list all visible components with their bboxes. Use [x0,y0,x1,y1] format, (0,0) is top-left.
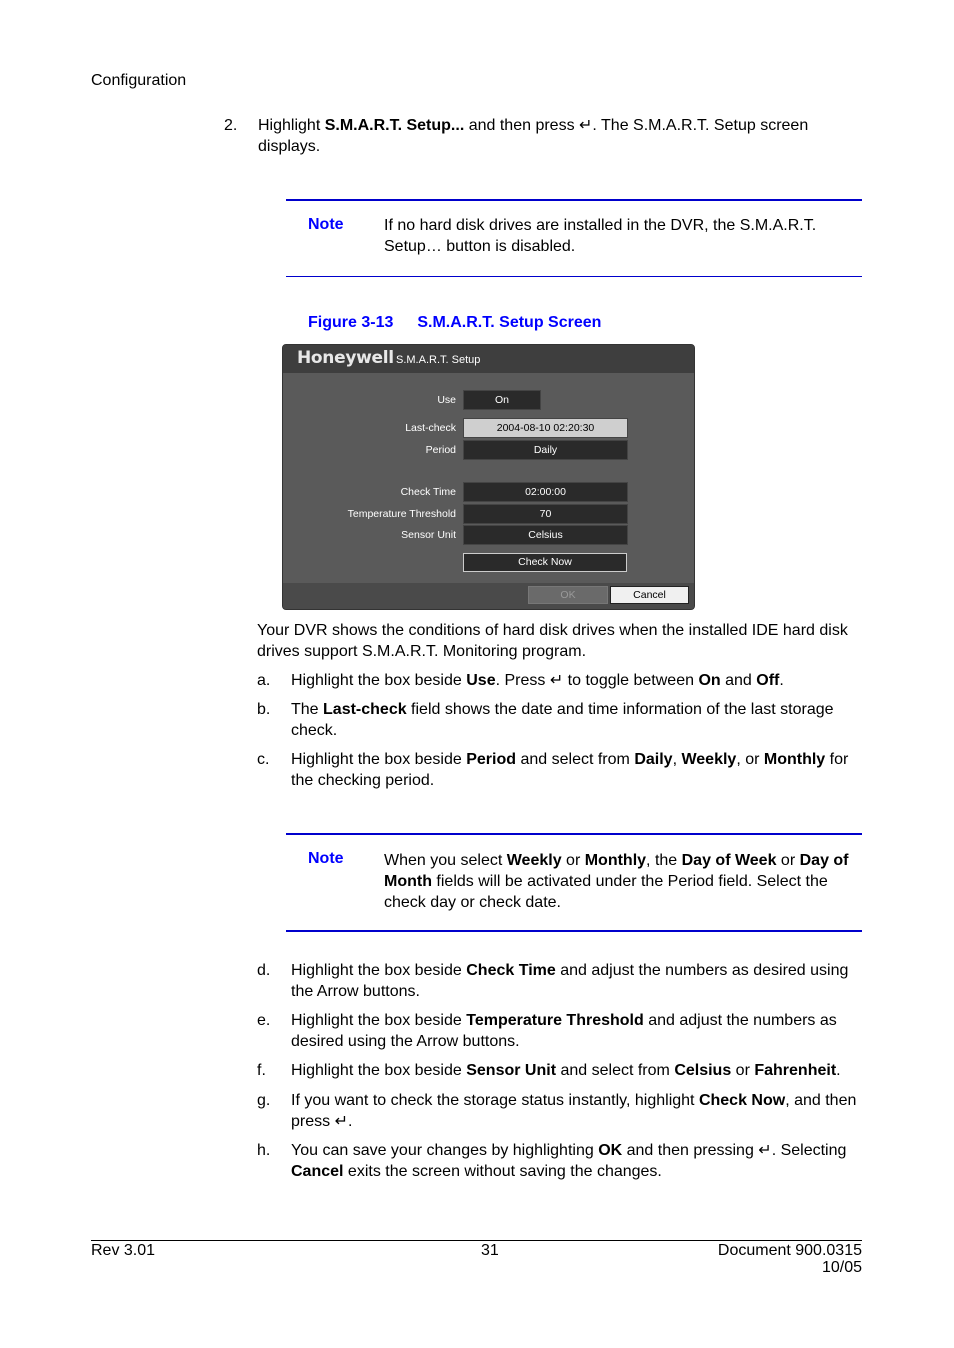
note-top-rule [286,199,862,201]
note2-bottom-rule [286,930,862,932]
sensor-field[interactable]: Celsius [463,525,628,545]
text-run: Highlight the box beside [291,672,467,689]
list-marker: e. [257,1012,271,1029]
text-run: Highlight the box beside [291,962,467,979]
bold-term: Temperature Threshold [466,1012,644,1029]
bold-term: Off [756,672,780,689]
note-bottom-rule [286,276,862,277]
text-run: and adjust the numbers as desired using the Arrow buttons. [291,1012,837,1050]
text-run: Highlight the box beside [291,1062,467,1079]
bold-term: Sensor Unit [466,1062,557,1079]
temperature-label: Temperature Threshold [347,508,456,520]
bold-term: Celsius [674,1062,732,1079]
title-bar [283,345,694,373]
text-run: Highlight the box beside [291,751,467,768]
note-text: If no hard disk drives are installed in the DVR, the S.M.A.R.T. Setup… button is disabled. [384,217,817,255]
cancel-button[interactable]: Cancel [610,586,689,604]
bold-term: Daily [634,751,673,768]
list-marker: f. [257,1062,266,1079]
list-marker: g. [257,1092,271,1109]
list-text [291,1140,863,1182]
footer-rule [91,1240,862,1241]
list-marker: b. [257,701,271,718]
text-run: Highlight the box beside [291,1012,467,1029]
bold-term: Check Now [698,1092,786,1109]
bold-term: On [698,672,721,689]
bold-term: Period [466,751,517,768]
smart-setup-screenshot [282,344,695,610]
use-label: Use [437,394,456,406]
text-run: The [291,701,324,718]
text-run: for the checking period. [291,751,849,789]
text-run: and [720,672,757,689]
text-run: and select from [516,751,635,768]
sensor-label: Sensor Unit [401,529,456,541]
page-header: Configuration [91,72,187,89]
note2-label: Note [308,850,344,867]
text-run: or [776,852,800,869]
text-run: , or [736,751,764,768]
checktime-field[interactable]: 02:00:00 [463,482,628,502]
bold-term: Day of Month [384,852,849,890]
note-label: Note [308,216,344,233]
bold-term: Monthly [584,852,647,869]
text-run: and select from [556,1062,675,1079]
text-run: . [779,672,784,689]
period-label: Period [425,444,456,456]
footer-document: Document 900.0315 10/05 [717,1242,862,1276]
bold-term: Cancel [291,1163,344,1180]
text-run: . [836,1062,841,1079]
check-now-button[interactable]: Check Now [463,553,627,572]
text-run: fields will be activated under the Period field. Select the check day or check date. [384,873,828,911]
bold-term: Weekly [681,751,737,768]
period-field[interactable]: Daily [463,440,628,460]
note2-top-rule [286,833,862,835]
text-run: When you select [384,852,507,869]
list-text [291,749,863,791]
text-run: field shows the date and time information of the last storage check. [291,701,834,739]
list-text [291,699,863,741]
list-text [291,1060,863,1081]
checktime-label: Check Time [400,486,456,498]
list-marker: a. [257,672,271,689]
text-run: or [561,852,585,869]
text-run: , [672,751,682,768]
list-marker: d. [257,962,271,979]
text-run: or [731,1062,755,1079]
use-field[interactable]: On [463,390,541,410]
list-text [291,670,863,691]
text-run: . Press ↵ to toggle between [495,672,699,689]
bold-term: Fahrenheit [754,1062,837,1079]
list-marker: h. [257,1142,271,1159]
step-text: Highlight S.M.A.R.T. Setup... and then press ↵. The S.M.A.R.T. Setup screen displays. [258,117,809,155]
text-run: exits the screen without saving the changes. [343,1163,662,1180]
list-text [291,960,863,1002]
lastcheck-field: 2004-08-10 02:20:30 [463,418,628,438]
list-text [291,1090,863,1132]
figure-number: Figure 3-13 [308,314,394,331]
note2-text [384,850,862,913]
honeywell-logo: Honeywell [297,348,394,368]
bold-term: Weekly [506,852,562,869]
footer-page-number: 31 [481,1242,499,1259]
bold-term: OK [598,1142,623,1159]
list-text [291,1010,863,1052]
bold-term: Check Time [466,962,556,979]
text-run: and adjust the numbers as desired using the Arrow buttons. [291,962,849,1000]
temperature-field[interactable]: 70 [463,504,628,524]
intro-paragraph: Your DVR shows the conditions of hard disk drives when the installed IDE hard disk drives support S.M.A.R.T. Monitoring program. [257,622,848,660]
text-run: , the [646,852,682,869]
bold-term: Last-check [323,701,407,718]
dialog-title: S.M.A.R.T. Setup [396,354,481,366]
figure-caption [308,314,625,332]
bold-term: Day of Week [681,852,777,869]
text-run: and then pressing ↵. Selecting [622,1142,847,1159]
lastcheck-label: Last-check [405,422,456,434]
text-run: You can save your changes by highlighting [291,1142,599,1159]
list-marker: c. [257,751,270,768]
step-number: 2. [224,117,238,134]
text-run: , and then press ↵. [291,1092,857,1130]
text-run: If you want to check the storage status instantly, highlight [291,1092,699,1109]
bold-term: Use [466,672,496,689]
figure-title: S.M.A.R.T. Setup Screen [417,314,602,331]
ok-button[interactable]: OK [528,586,608,604]
footer-rev: Rev 3.01 [91,1242,156,1259]
bold-term: Monthly [763,751,826,768]
